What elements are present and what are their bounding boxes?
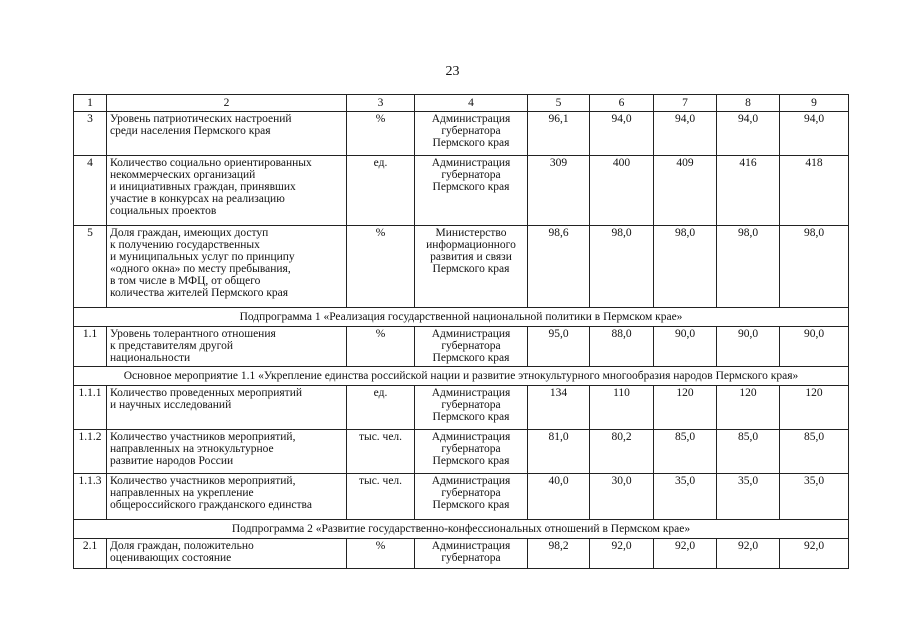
responsible-executor: Министерство информационного развития и связи Пермского края xyxy=(415,226,528,308)
value-col-7: 85,0 xyxy=(654,430,717,474)
value-col-6: 94,0 xyxy=(590,112,654,156)
value-col-8: 90,0 xyxy=(717,327,780,367)
value-col-8: 85,0 xyxy=(717,430,780,474)
value-col-5: 98,2 xyxy=(528,539,590,569)
table-row xyxy=(74,386,849,430)
row-number: 5 xyxy=(74,226,107,308)
value-col-8: 92,0 xyxy=(717,539,780,569)
value-col-5: 81,0 xyxy=(528,430,590,474)
indicator-name: Доля граждан, имеющих доступ к получению государственных и муниципальных услуг по принципу «одного окна» по месту пребывания, в том числе в МФЦ, от общего количества жителей Пермского края xyxy=(107,226,347,308)
unit-of-measure: ед. xyxy=(347,386,415,430)
table-row xyxy=(74,112,849,156)
section-heading-row xyxy=(74,520,849,539)
row-number: 1.1.2 xyxy=(74,430,107,474)
section-heading: Основное мероприятие 1.1 «Укрепление единства российской нации и развитие этнокультурного многообразия народов Пермского края» xyxy=(74,367,849,386)
value-col-7: 94,0 xyxy=(654,112,717,156)
indicator-name: Количество участников мероприятий, направленных на этнокультурное развитие народов России xyxy=(107,430,347,474)
unit-of-measure: % xyxy=(347,539,415,569)
value-col-8: 35,0 xyxy=(717,474,780,520)
indicator-name: Количество участников мероприятий, направленных на укрепление общероссийского гражданского единства xyxy=(107,474,347,520)
table-row xyxy=(74,539,849,569)
unit-of-measure: тыс. чел. xyxy=(347,474,415,520)
indicator-name: Количество проведенных мероприятий и научных исследований xyxy=(107,386,347,430)
row-number: 4 xyxy=(74,156,107,226)
value-col-8: 120 xyxy=(717,386,780,430)
table-body xyxy=(74,95,849,569)
table-row xyxy=(74,226,849,308)
section-heading: Подпрограмма 2 «Развитие государственно-конфессиональных отношений в Пермском крае» xyxy=(74,520,849,539)
section-heading-row xyxy=(74,308,849,327)
header-cell: 6 xyxy=(590,95,654,112)
row-number: 2.1 xyxy=(74,539,107,569)
indicator-name: Уровень толерантного отношения к представителям другой национальности xyxy=(107,327,347,367)
value-col-9: 94,0 xyxy=(780,112,849,156)
table-row xyxy=(74,474,849,520)
value-col-6: 110 xyxy=(590,386,654,430)
value-col-9: 85,0 xyxy=(780,430,849,474)
responsible-executor: Администрация губернатора xyxy=(415,539,528,569)
row-number: 3 xyxy=(74,112,107,156)
unit-of-measure: ед. xyxy=(347,156,415,226)
value-col-7: 35,0 xyxy=(654,474,717,520)
responsible-executor: Администрация губернатора Пермского края xyxy=(415,156,528,226)
header-cell: 2 xyxy=(107,95,347,112)
table-row xyxy=(74,430,849,474)
header-cell: 3 xyxy=(347,95,415,112)
value-col-5: 96,1 xyxy=(528,112,590,156)
unit-of-measure: % xyxy=(347,226,415,308)
value-col-6: 98,0 xyxy=(590,226,654,308)
value-col-7: 98,0 xyxy=(654,226,717,308)
section-heading: Подпрограмма 1 «Реализация государственной национальной политики в Пермском крае» xyxy=(74,308,849,327)
value-col-9: 90,0 xyxy=(780,327,849,367)
value-col-6: 30,0 xyxy=(590,474,654,520)
table-row xyxy=(74,327,849,367)
value-col-9: 98,0 xyxy=(780,226,849,308)
indicators-table xyxy=(73,94,849,569)
header-cell: 7 xyxy=(654,95,717,112)
page-number: 23 xyxy=(445,64,460,79)
value-col-5: 98,6 xyxy=(528,226,590,308)
value-col-8: 94,0 xyxy=(717,112,780,156)
header-cell: 9 xyxy=(780,95,849,112)
value-col-7: 409 xyxy=(654,156,717,226)
indicator-name: Доля граждан, положительно оценивающих состояние xyxy=(107,539,347,569)
indicator-name: Уровень патриотических настроений среди населения Пермского края xyxy=(107,112,347,156)
value-col-6: 88,0 xyxy=(590,327,654,367)
value-col-5: 95,0 xyxy=(528,327,590,367)
value-col-9: 120 xyxy=(780,386,849,430)
row-number: 1.1.1 xyxy=(74,386,107,430)
column-number-header-row xyxy=(74,95,849,112)
value-col-8: 98,0 xyxy=(717,226,780,308)
value-col-5: 40,0 xyxy=(528,474,590,520)
responsible-executor: Администрация губернатора Пермского края xyxy=(415,327,528,367)
value-col-7: 92,0 xyxy=(654,539,717,569)
header-cell: 5 xyxy=(528,95,590,112)
header-cell: 1 xyxy=(74,95,107,112)
indicator-name: Количество социально ориентированных некоммерческих организаций и инициативных граждан, принявших участие в конкурсах на реализацию социальных проектов xyxy=(107,156,347,226)
value-col-6: 92,0 xyxy=(590,539,654,569)
value-col-6: 80,2 xyxy=(590,430,654,474)
responsible-executor: Администрация губернатора Пермского края xyxy=(415,430,528,474)
row-number: 1.1.3 xyxy=(74,474,107,520)
value-col-5: 134 xyxy=(528,386,590,430)
value-col-7: 90,0 xyxy=(654,327,717,367)
value-col-8: 416 xyxy=(717,156,780,226)
header-cell: 4 xyxy=(415,95,528,112)
responsible-executor: Администрация губернатора Пермского края xyxy=(415,474,528,520)
value-col-7: 120 xyxy=(654,386,717,430)
section-heading-row xyxy=(74,367,849,386)
value-col-6: 400 xyxy=(590,156,654,226)
value-col-9: 418 xyxy=(780,156,849,226)
value-col-9: 92,0 xyxy=(780,539,849,569)
unit-of-measure: % xyxy=(347,112,415,156)
responsible-executor: Администрация губернатора Пермского края xyxy=(415,112,528,156)
value-col-9: 35,0 xyxy=(780,474,849,520)
unit-of-measure: тыс. чел. xyxy=(347,430,415,474)
value-col-5: 309 xyxy=(528,156,590,226)
row-number: 1.1 xyxy=(74,327,107,367)
table-row xyxy=(74,156,849,226)
unit-of-measure: % xyxy=(347,327,415,367)
responsible-executor: Администрация губернатора Пермского края xyxy=(415,386,528,430)
header-cell: 8 xyxy=(717,95,780,112)
